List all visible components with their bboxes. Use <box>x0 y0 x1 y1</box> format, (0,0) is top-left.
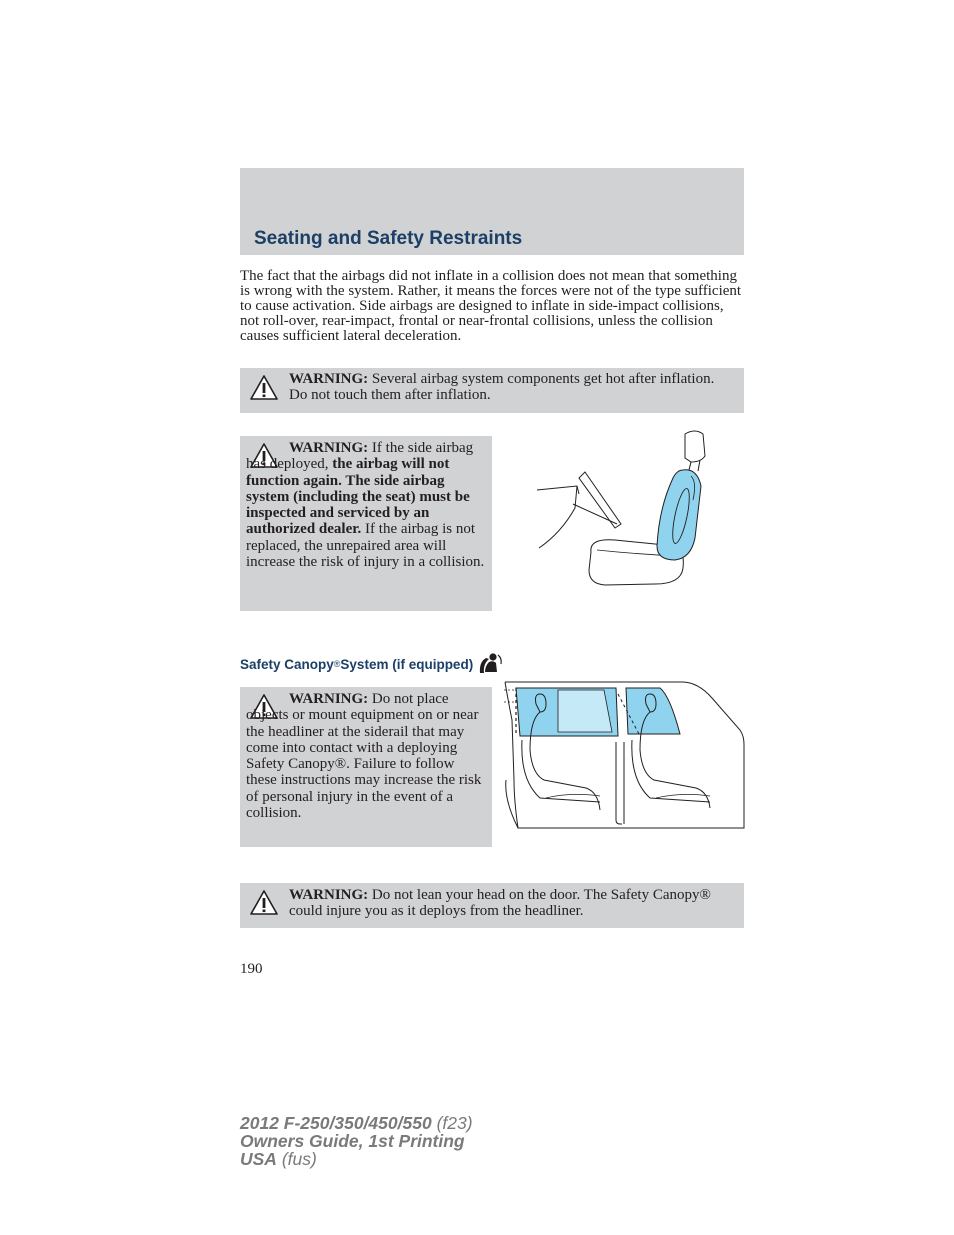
warning-triangle-icon <box>249 374 279 401</box>
footer-line-guide: Owners Guide, 1st Printing <box>240 1131 465 1151</box>
warning-box-lean-head <box>240 883 744 928</box>
warning-label: WARNING: <box>289 371 369 387</box>
warning-bold-body: the airbag will not function again. The side airbag system (including the seat) must be inspected and serviced by an authorized dealer. <box>246 456 470 538</box>
warning-text <box>289 887 729 920</box>
footer-model-code: (f23) <box>431 1113 473 1133</box>
warning-text <box>246 440 488 570</box>
footer-model: 2012 F-250/350/450/550 <box>240 1113 432 1133</box>
seat-airbag-illustration <box>535 428 710 590</box>
warning-body: If the side airbag has deployed, <box>246 440 474 473</box>
footer-imprint <box>240 1114 473 1168</box>
warning-label: WARNING: <box>289 440 369 456</box>
subheading-text-end: System (if equipped) <box>340 656 474 672</box>
subheading-text: Safety Canopy <box>240 656 334 672</box>
warning-body-end: If the airbag is not replaced, the unrepaired area will increase the risk of injury in a collision. <box>246 521 485 571</box>
footer-line-model <box>240 1114 473 1132</box>
section-title: Seating and Safety Restraints <box>254 228 523 249</box>
warning-box-headliner <box>240 687 492 847</box>
footer-region: USA <box>240 1149 277 1169</box>
page-number: 190 <box>240 961 263 977</box>
warning-text <box>246 691 488 821</box>
warning-box-side-airbag <box>240 436 492 611</box>
warning-body: Several airbag system components get hot after inflation. Do not touch them after inflation. <box>289 371 715 404</box>
warning-box-hot-components <box>240 368 744 413</box>
safety-canopy-illustration <box>500 680 746 832</box>
registered-mark: ® <box>333 659 341 669</box>
intro-paragraph: The fact that the airbags did not inflate in a collision does not mean that something is wrong with the system. Rather, it means the forces were not of the type sufficient to cause activation. Side airbags are designed to inflate in side-impact collisions, not roll-over, rear-impact, frontal or near-frontal collisions, unless the collision causes sufficient lateral deceleration. <box>240 268 742 344</box>
warning-text <box>289 371 729 404</box>
warning-body: Do not place objects or mount equipment on or near the headliner at the siderail that may come into contact with a deploying Safety Canopy®. Failure to follow these instructions may increase the risk of personal injury in the event of a collision. <box>246 691 482 822</box>
warning-label: WARNING: <box>289 887 369 903</box>
footer-line-region <box>240 1150 473 1168</box>
footer-region-code: (fus) <box>276 1149 317 1169</box>
subheading-safety-canopy <box>240 652 503 676</box>
warning-body: Do not lean your head on the door. The Safety Canopy® could injure you as it deploys from the headliner. <box>289 887 711 920</box>
warning-label: WARNING: <box>289 691 369 707</box>
warning-triangle-icon <box>249 889 279 916</box>
safety-canopy-icon <box>477 652 503 676</box>
